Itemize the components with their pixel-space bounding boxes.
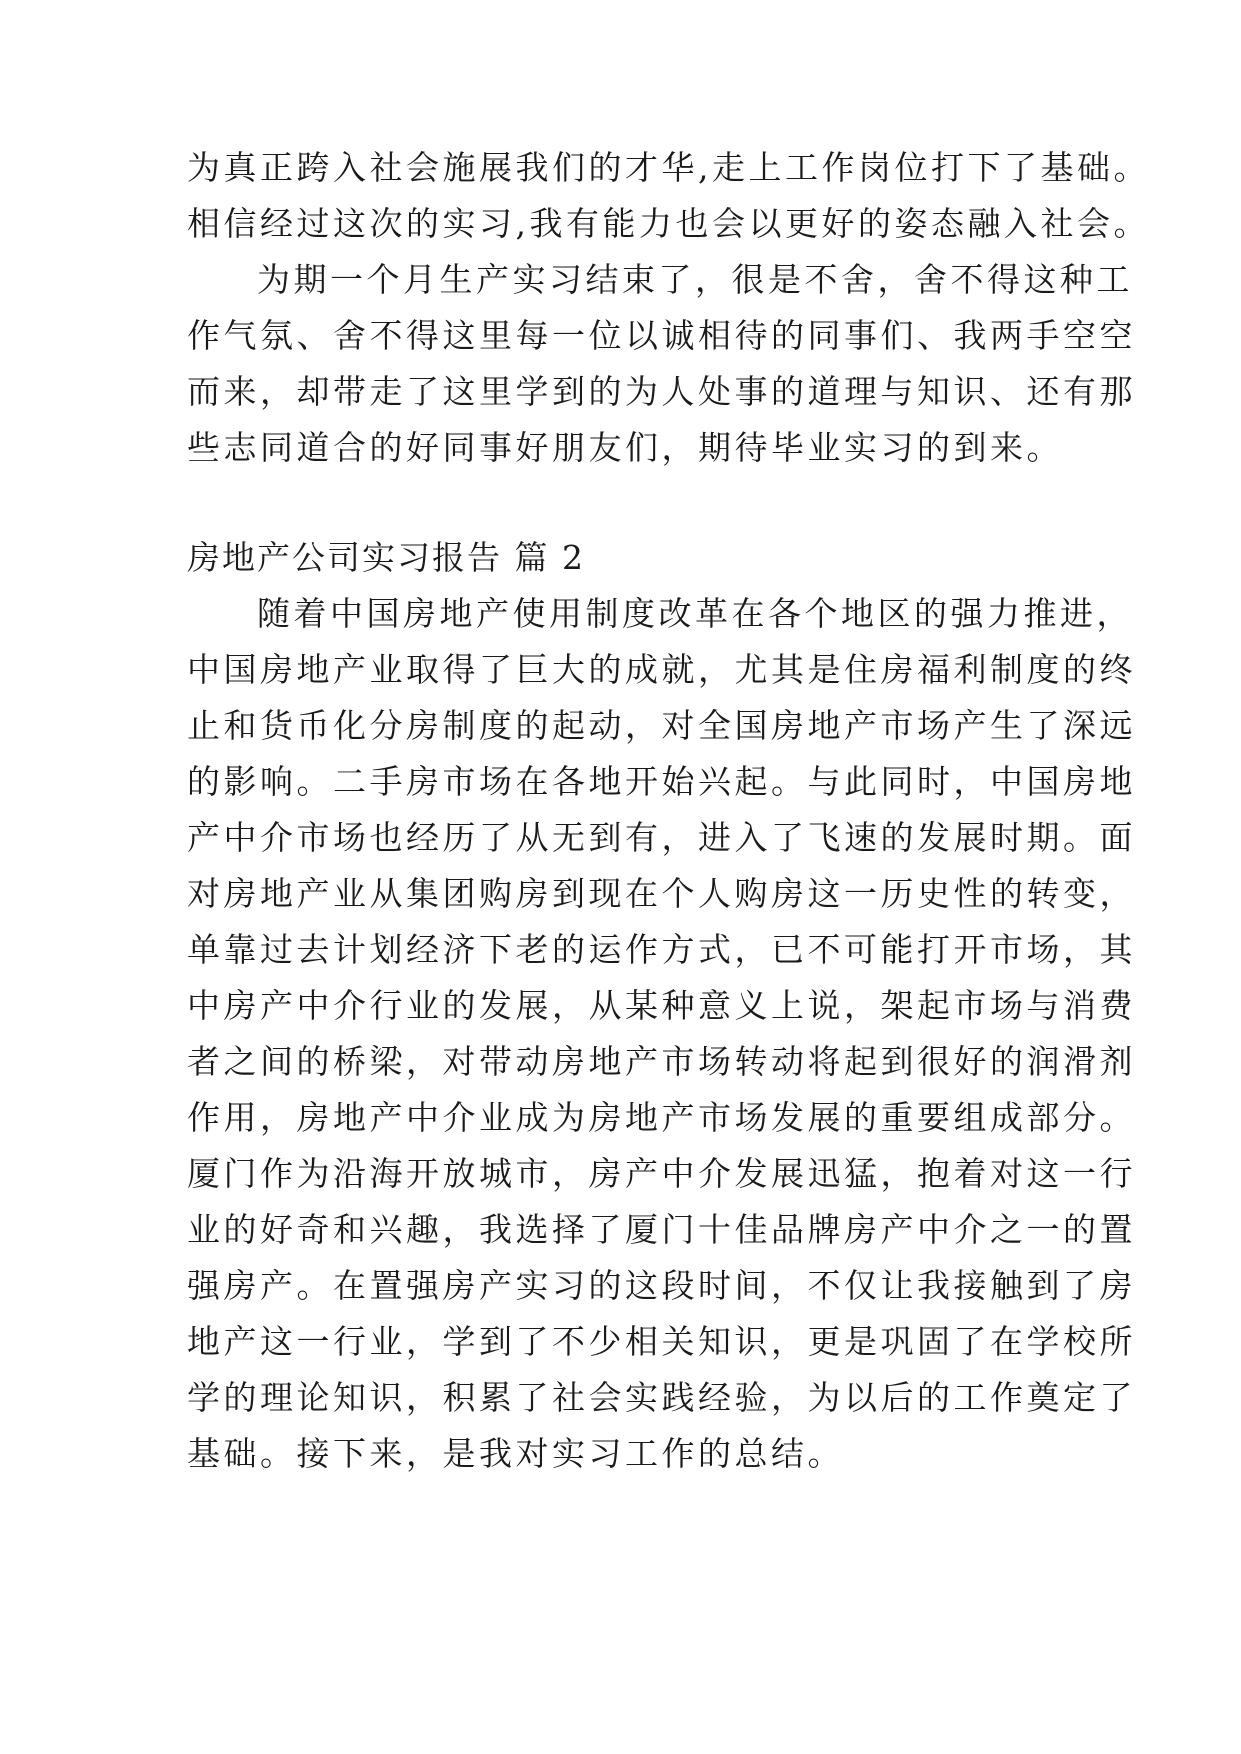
paragraph-first-line: 随着中国房地产使用制度改革在各个地区的强力推进， [257,594,1133,633]
text-line: 强房产。在置强房产实习的这段时间，不仅让我接触到了房 [187,1266,1136,1305]
text-line: 地产这一行业，学到了不少相关知识，更是巩固了在学校所 [187,1322,1136,1361]
text-line: 中国房地产业取得了巨大的成就，尤其是住房福利制度的终 [187,650,1136,689]
text-line: 而来，却带走了这里学到的为人处事的道理与知识、还有那 [187,372,1136,411]
text-line: 些志同道合的好同事好朋友们，期待毕业实习的到来。 [187,428,1063,467]
text-line: 学的理论知识，积累了社会实践经验，为以后的工作奠定了 [187,1378,1136,1417]
text-line: 中房产中介行业的发展，从某种意义上说，架起市场与消费 [187,986,1136,1025]
text-line: 止和货币化分房制度的起动，对全国房地产市场产生了深远 [187,706,1136,745]
text-line: 业的好奇和兴趣，我选择了厦门十佳品牌房产中介之一的置 [187,1210,1136,1249]
text-line: 为真正跨入社会施展我们的才华,走上工作岗位打下了基础。 [187,148,1150,187]
section-heading: 房地产公司实习报告 篇 2 [187,538,585,577]
text-line: 作气氛、舍不得这里每一位以诚相待的同事们、我两手空空 [187,316,1136,355]
paragraph-first-line: 为期一个月生产实习结束了，很是不舍，舍不得这种工 [257,260,1133,299]
text-line: 对房地产业从集团购房到现在个人购房这一历史性的转变， [187,874,1136,913]
text-line: 单靠过去计划经济下老的运作方式，已不可能打开市场，其 [187,930,1136,969]
text-line: 基础。接下来，是我对实习工作的总结。 [187,1434,844,1473]
text-line: 的影响。二手房市场在各地开始兴起。与此同时，中国房地 [187,762,1136,801]
text-line: 产中介市场也经历了从无到有，进入了飞速的发展时期。面 [187,818,1136,857]
text-line: 者之间的桥梁，对带动房地产市场转动将起到很好的润滑剂 [187,1042,1136,1081]
text-line: 作用，房地产中介业成为房地产市场发展的重要组成部分。 [187,1098,1136,1137]
text-line: 相信经过这次的实习,我有能力也会以更好的姿态融入社会。 [187,204,1150,243]
text-line: 厦门作为沿海开放城市，房产中介发展迅猛，抱着对这一行 [187,1154,1136,1193]
